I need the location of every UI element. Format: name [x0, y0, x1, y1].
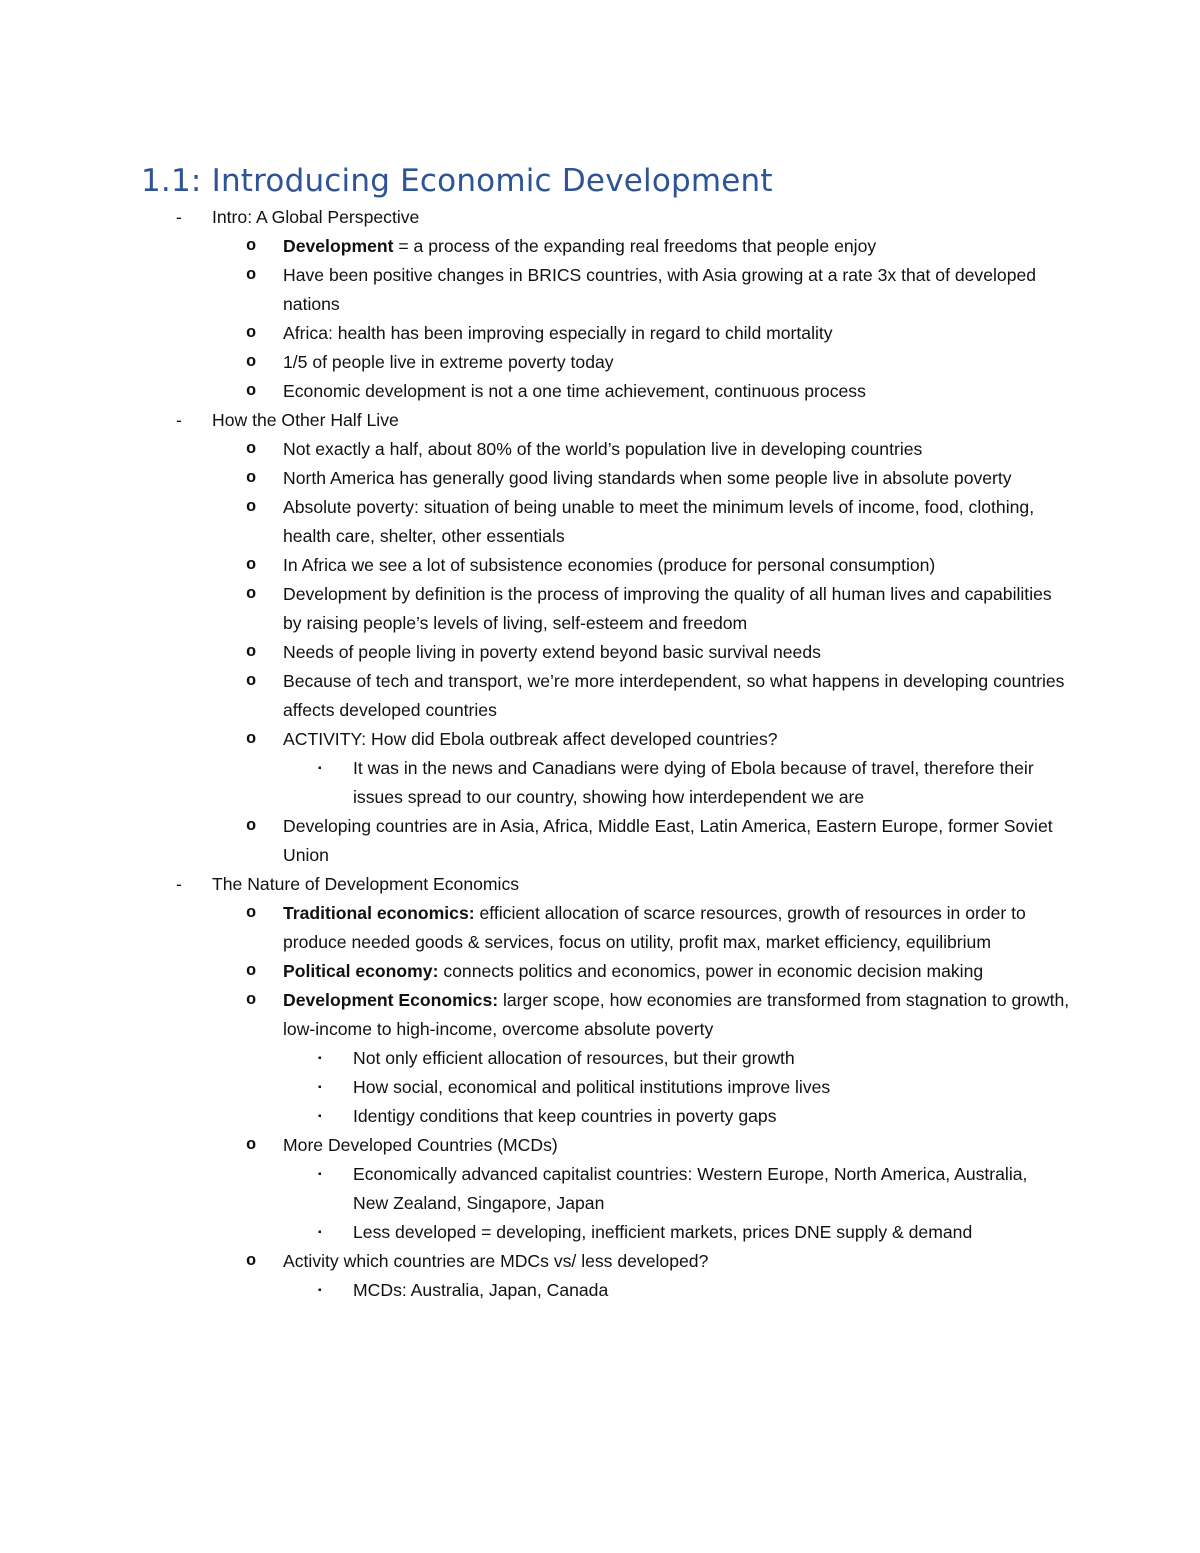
list-item [0, 812, 1200, 870]
circle-bullet: o [246, 1252, 257, 1271]
square-bullet: ▪ [318, 1053, 322, 1064]
dash-bullet: - [176, 410, 182, 430]
circle-bullet: o [246, 962, 257, 981]
circle-bullet: o [246, 469, 257, 488]
page-title: 1.1: Introducing Economic Development [141, 163, 773, 199]
list-item [0, 1160, 1200, 1218]
circle-bullet: o [246, 730, 257, 749]
circle-bullet: o [246, 672, 257, 691]
section-heading-text: Intro: A Global Perspective [212, 207, 420, 227]
item-text: Africa: health has been improving especially in regard to child mortality [283, 323, 833, 343]
item-text: Developing countries are in Asia, Africa, Middle East, Latin America, Eastern Europe, former Soviet Union [283, 816, 1053, 865]
square-bullet: ▪ [318, 763, 322, 774]
item-text: MCDs: Australia, Japan, Canada [353, 1280, 609, 1300]
circle-bullet: o [246, 643, 257, 662]
list-item [0, 377, 1200, 406]
dash-bullet: - [176, 207, 182, 227]
item-text: efficient allocation of scarce resources, growth of resources in order to produce needed goods & services, focus on utility, profit max, market efficiency, equilibrium [283, 903, 1026, 952]
list-item [0, 638, 1200, 667]
item-text: ACTIVITY: How did Ebola outbreak affect developed countries? [283, 729, 778, 749]
item-text: Identigy conditions that keep countries in poverty gaps [353, 1106, 777, 1126]
section-heading-text: How the Other Half Live [212, 410, 399, 430]
list-item [0, 261, 1200, 319]
square-bullet: ▪ [318, 1169, 322, 1180]
circle-bullet: o [246, 440, 257, 459]
item-text: Not exactly a half, about 80% of the world’s population live in developing countries [283, 439, 923, 459]
bold-term: Development [283, 236, 394, 256]
item-text: 1/5 of people live in extreme poverty today [283, 352, 614, 372]
list-item [0, 725, 1200, 812]
list-item [0, 348, 1200, 377]
circle-bullet: o [246, 991, 257, 1010]
item-text: In Africa we see a lot of subsistence economies (produce for personal consumption) [283, 555, 936, 575]
circle-bullet: o [246, 556, 257, 575]
sub-sub-list [0, 1276, 1200, 1305]
item-text: Activity which countries are MDCs vs/ less developed? [283, 1251, 709, 1271]
item-text: = a process of the expanding real freedoms that people enjoy [393, 236, 877, 256]
sub-sub-list [0, 1044, 1200, 1131]
outline-list [0, 203, 1200, 1305]
list-item [0, 1131, 1200, 1247]
circle-bullet: o [246, 904, 257, 923]
list-item [0, 986, 1200, 1131]
list-item [0, 754, 1200, 812]
circle-bullet: o [246, 498, 257, 517]
dash-bullet: - [176, 874, 182, 894]
item-text: Because of tech and transport, we’re more interdependent, so what happens in developing countries affects developed countries [283, 671, 1065, 720]
square-bullet: ▪ [318, 1111, 322, 1122]
list-item [0, 957, 1200, 986]
circle-bullet: o [246, 266, 257, 285]
item-text: More Developed Countries (MCDs) [283, 1135, 558, 1155]
sub-list [0, 232, 1200, 406]
bold-term: Development Economics: [283, 990, 499, 1010]
sub-sub-list [0, 754, 1200, 812]
item-text: Economic development is not a one time achievement, continuous process [283, 381, 866, 401]
bold-term: Traditional economics: [283, 903, 475, 923]
list-item [0, 899, 1200, 957]
list-item [0, 580, 1200, 638]
list-item [0, 1247, 1200, 1305]
list-item [0, 435, 1200, 464]
list-item [0, 551, 1200, 580]
item-text: North America has generally good living standards when some people live in absolute poverty [283, 468, 1012, 488]
section-heading [0, 870, 1200, 1305]
list-item [0, 493, 1200, 551]
circle-bullet: o [246, 353, 257, 372]
square-bullet: ▪ [318, 1082, 322, 1093]
circle-bullet: o [246, 585, 257, 604]
item-text: Not only efficient allocation of resources, but their growth [353, 1048, 795, 1068]
square-bullet: ▪ [318, 1227, 322, 1238]
list-item [0, 1073, 1200, 1102]
circle-bullet: o [246, 382, 257, 401]
sub-list [0, 899, 1200, 1305]
section-heading [0, 203, 1200, 406]
item-text: Less developed = developing, inefficient markets, prices DNE supply & demand [353, 1222, 973, 1242]
list-item [0, 1044, 1200, 1073]
item-text: connects politics and economics, power in economic decision making [438, 961, 984, 981]
circle-bullet: o [246, 817, 257, 836]
list-item [0, 667, 1200, 725]
item-text: larger scope, how economies are transformed from stagnation to growth, low-income to high-income, overcome absolute poverty [283, 990, 1070, 1039]
list-item [0, 1218, 1200, 1247]
item-text: How social, economical and political institutions improve lives [353, 1077, 831, 1097]
bold-term: Political economy: [283, 961, 439, 981]
item-text: Development by definition is the process of improving the quality of all human lives and capabilities by raising people’s levels of living, self-esteem and freedom [283, 584, 1052, 633]
circle-bullet: o [246, 237, 257, 256]
sub-sub-list [0, 1160, 1200, 1247]
list-item [0, 232, 1200, 261]
list-item [0, 1102, 1200, 1131]
section-heading-text: The Nature of Development Economics [212, 874, 520, 894]
item-text: It was in the news and Canadians were dying of Ebola because of travel, therefore their issues spread to our country, showing how interdependent we are [353, 758, 1034, 807]
item-text: Absolute poverty: situation of being unable to meet the minimum levels of income, food, clothing, health care, shelter, other essentials [283, 497, 1035, 546]
circle-bullet: o [246, 324, 257, 343]
item-text: Needs of people living in poverty extend beyond basic survival needs [283, 642, 821, 662]
sub-list [0, 435, 1200, 870]
section-heading [0, 406, 1200, 870]
item-text: Have been positive changes in BRICS countries, with Asia growing at a rate 3x that of developed nations [283, 265, 1037, 314]
square-bullet: ▪ [318, 1285, 322, 1296]
list-item [0, 1276, 1200, 1305]
item-text: Economically advanced capitalist countries: Western Europe, North America, Australia, New Zealand, Singapore, Japan [353, 1164, 1028, 1213]
list-item [0, 464, 1200, 493]
circle-bullet: o [246, 1136, 257, 1155]
list-item [0, 319, 1200, 348]
